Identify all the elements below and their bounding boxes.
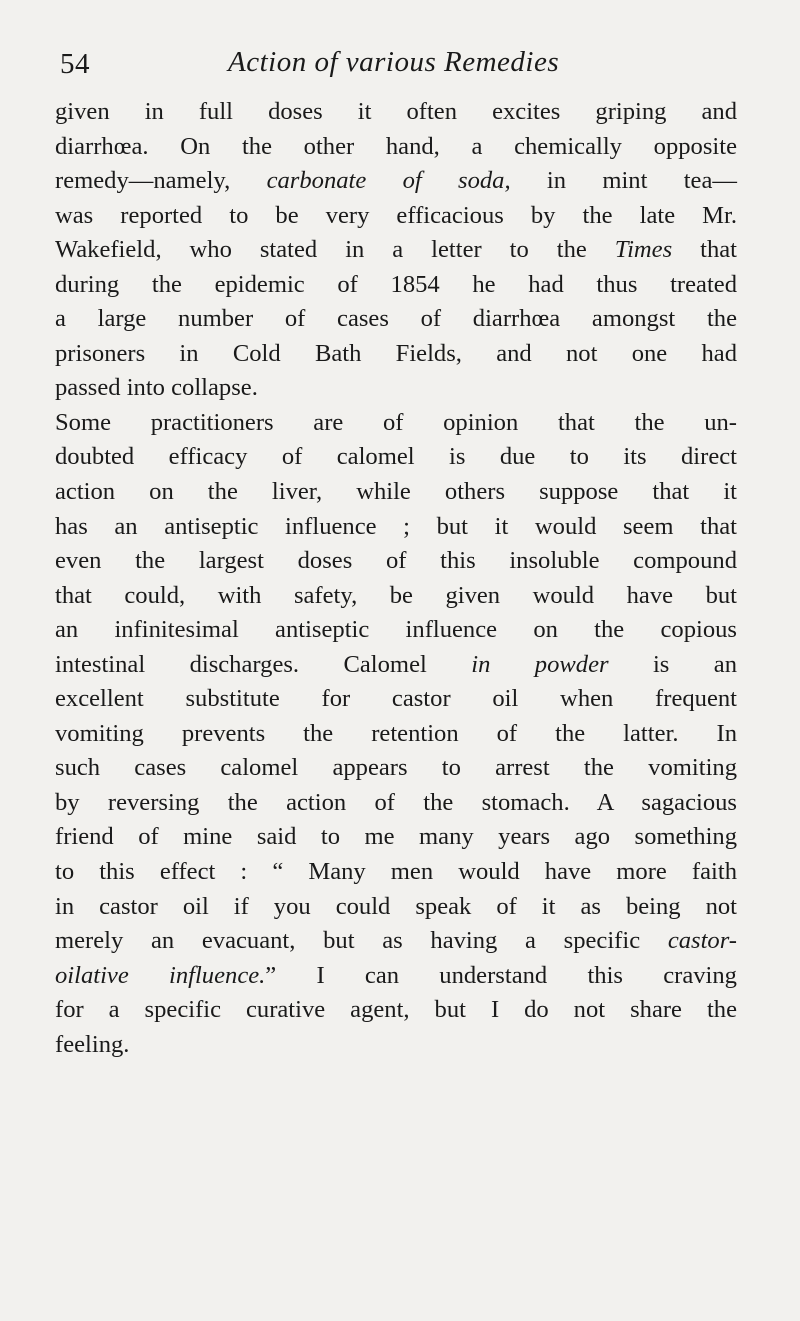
running-head (60, 48, 740, 88)
italic-phrase: Times (614, 236, 673, 264)
text-line: during the epidemic of 1854 he had thus treated (55, 270, 737, 298)
text-line: action on the liver, while others suppose that it (55, 478, 737, 506)
text-line: doubted efficacy of calomel is due to its direct (55, 443, 737, 471)
text-line: to this effect : “ Many men would have more faith (55, 858, 737, 886)
text-line: excellent substitute for castor oil when frequent (55, 685, 737, 713)
text-line: Wakefield, who stated in a letter to the Times that (55, 236, 737, 264)
text-line: even the largest doses of this insoluble compound (55, 547, 737, 575)
text-line: remedy—namely, carbonate of soda, in mint tea— (55, 167, 737, 195)
text-line: an infinitesimal antiseptic influence on the copious (55, 616, 737, 644)
text-line: was reported to be very efficacious by the late Mr. (55, 201, 737, 229)
text-line: friend of mine said to me many years ago something (55, 823, 737, 851)
text-line: in castor oil if you could speak of it as being not (55, 892, 737, 920)
text-line: prisoners in Cold Bath Fields, and not one had (55, 339, 737, 367)
text-line: feeling. (55, 1030, 130, 1058)
text-line: Some practitioners are of opinion that the un- (55, 408, 737, 436)
text-line: merely an evacuant, but as having a specific castor- (55, 927, 737, 955)
italic-phrase: castor- (667, 927, 737, 955)
text-line: intestinal discharges. Calomel in powder is an (55, 650, 737, 678)
page-number: 54 (60, 48, 90, 80)
italic-phrase: oilative influence. (55, 961, 266, 989)
italic-phrase: carbonate of soda, (266, 167, 511, 195)
text-line: that could, with safety, be given would have but (55, 581, 737, 609)
text-line: a large number of cases of diarrhœa amongst the (55, 305, 737, 333)
text-line: by reversing the action of the stomach. A sagacious (55, 788, 737, 816)
text-line: vomiting prevents the retention of the latter. In (55, 719, 737, 747)
text-line: has an antiseptic influence ; but it would seem that (55, 512, 737, 540)
text-line: such cases calomel appears to arrest the vomiting (55, 754, 737, 782)
text-line: passed into collapse. (55, 374, 258, 402)
running-title: Action of various Remedies (228, 46, 560, 78)
italic-phrase: in powder (471, 650, 609, 678)
text-line: diarrhœa. On the other hand, a chemically opposite (55, 132, 737, 160)
body-text (55, 95, 737, 1062)
text-line: oilative influence.” I can understand this craving (55, 961, 737, 989)
text-line: for a specific curative agent, but I do not share the (55, 996, 737, 1024)
text-line: given in full doses it often excites griping and (55, 98, 737, 125)
